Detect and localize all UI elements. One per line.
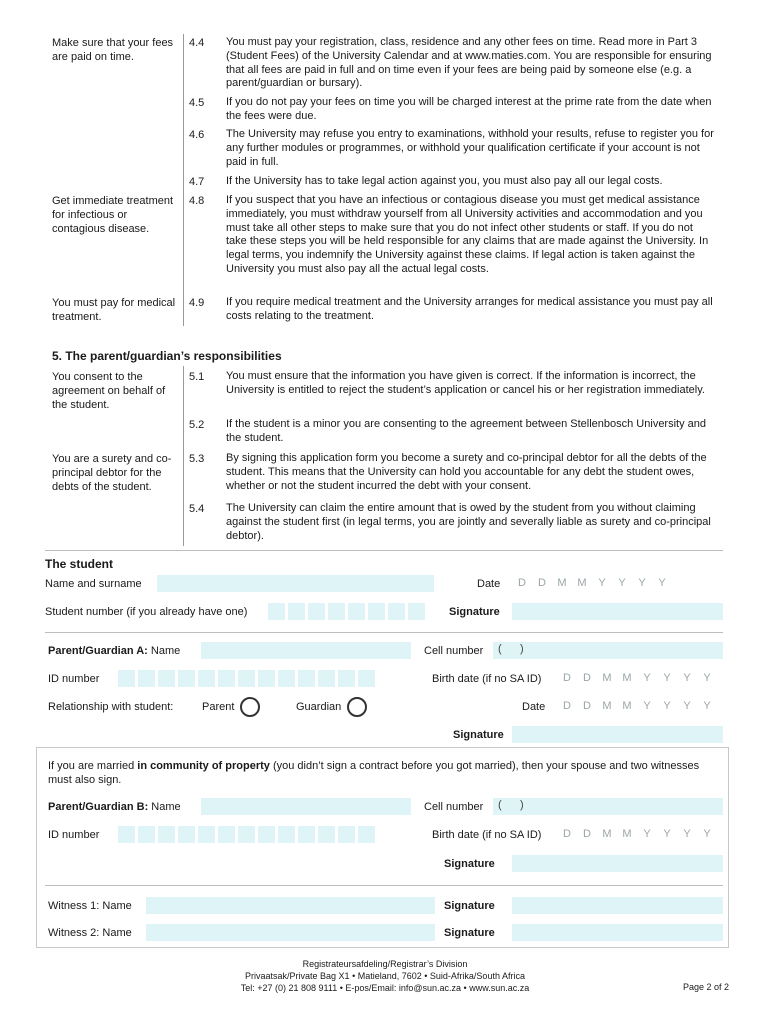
witness-2-signature-input[interactable] (512, 924, 723, 941)
digit-cell[interactable] (178, 670, 195, 687)
digit-cell[interactable] (408, 603, 425, 620)
digit-cell[interactable] (268, 603, 285, 620)
parent-b-birth-input[interactable] (557, 826, 717, 843)
date-placeholder-char: Y (643, 700, 651, 712)
birth-date-label: Birth date (if no SA ID) (432, 829, 542, 841)
date-placeholder-char: Y (683, 672, 691, 684)
date-placeholder-char: M (622, 700, 632, 712)
witness-1-label: Witness 1: Name (48, 900, 132, 912)
digit-cell[interactable] (298, 670, 315, 687)
parent-b-name-label: Parent/Guardian B: Name (48, 801, 181, 813)
parent-a-signature-input[interactable] (512, 726, 723, 743)
digit-cell[interactable] (278, 670, 295, 687)
parent-b-name-input[interactable] (201, 798, 411, 815)
date-placeholder-char: D (583, 700, 591, 712)
column-divider (183, 34, 184, 326)
parent-a-date-input[interactable] (557, 698, 717, 715)
digit-cell[interactable] (198, 670, 215, 687)
digit-cell[interactable] (118, 670, 135, 687)
date-placeholder-char: Y (618, 577, 626, 589)
date-placeholder-char: Y (663, 672, 671, 684)
digit-cell[interactable] (318, 826, 335, 843)
digit-cell[interactable] (158, 826, 175, 843)
digit-cell[interactable] (238, 670, 255, 687)
date-placeholder-char: M (602, 700, 612, 712)
clause-4-6: The University may refuse you entry to examinations, withhold your results, refuse to register you for any further modules or programmes, or withhold your qualification certificate if your account is not paid in full. (226, 128, 714, 168)
date-label: Date (477, 578, 501, 590)
clause-4-5: If you do not pay your fees on time you will be charged interest at the prime rate from the date when the fees were due. (226, 96, 712, 122)
clause-number: 5.1 (189, 371, 205, 383)
digit-cell[interactable] (118, 826, 135, 843)
parent-a-birth-input[interactable] (557, 670, 717, 687)
birth-date-label: Birth date (if no SA ID) (432, 673, 542, 685)
witness-2-label: Witness 2: Name (48, 927, 132, 939)
digit-cell[interactable] (178, 826, 195, 843)
date-placeholder-char: Y (643, 672, 651, 684)
id-number-label: ID number (48, 673, 100, 685)
digit-cell[interactable] (218, 826, 235, 843)
witness-1-signature-input[interactable] (512, 897, 723, 914)
digit-cell[interactable] (338, 826, 355, 843)
date-placeholder-char: Y (703, 828, 711, 840)
digit-cell[interactable] (238, 826, 255, 843)
digit-cell[interactable] (278, 826, 295, 843)
date-placeholder-char: Y (703, 700, 711, 712)
clause-4-8: If you suspect that you have an infectious or contagious disease you must get medical assistance immediately, you must withdraw yourself from all University activities and accommodation and you must take all other steps to make sure that you do not infect other students or staff. If you do not take these steps you will be held responsible for any claims that are made against the University. In legal terms, you indemnify the University against these claims. If legal action is taken against the University you must also pay all the actual legal costs. (226, 194, 709, 275)
digit-cell[interactable] (368, 603, 385, 620)
section-heading: 5. The parent/guardian’s responsibilities (52, 349, 282, 363)
date-placeholder-char: M (622, 672, 632, 684)
parent-b-id-input[interactable] (118, 826, 375, 843)
date-placeholder-char: Y (703, 672, 711, 684)
page-number: Page 2 of 2 (683, 982, 730, 992)
footer-division: Registrateursafdeling/Registrar’s Division (302, 959, 468, 969)
digit-cell[interactable] (338, 670, 355, 687)
digit-cell[interactable] (388, 603, 405, 620)
footer-address: Privaatsak/Private Bag X1 • Matieland, 7602 • Suid-Afrika/South Africa (245, 971, 525, 981)
witness-1-name-input[interactable] (146, 897, 435, 914)
date-placeholder-char: M (602, 828, 612, 840)
signature-label: Signature (449, 606, 500, 618)
clause-4-9: If you require medical treatment and the University arranges for medical assistance you must pay all costs relating to the treatment. (226, 296, 713, 322)
parent-b-signature-input[interactable] (512, 855, 723, 872)
digit-cell[interactable] (298, 826, 315, 843)
clause-number: 4.8 (189, 195, 205, 207)
digit-cell[interactable] (218, 670, 235, 687)
parent-a-cell-input[interactable]: ( ) (493, 642, 723, 659)
date-placeholder-char: D (563, 828, 571, 840)
clause-number: 5.4 (189, 503, 205, 515)
signature-label: Signature (444, 900, 495, 912)
divider (45, 885, 723, 886)
date-placeholder-char: D (563, 672, 571, 684)
digit-cell[interactable] (258, 826, 275, 843)
parent-b-cell-input[interactable]: ( ) (493, 798, 723, 815)
clause-number: 4.4 (189, 37, 205, 49)
parent-a-id-input[interactable] (118, 670, 375, 687)
student-date-input[interactable] (512, 575, 672, 592)
digit-cell[interactable] (258, 670, 275, 687)
digit-cell[interactable] (138, 826, 155, 843)
column-divider (183, 366, 184, 546)
maties-link[interactable]: www.maties.com (465, 49, 548, 62)
guardian-radio-circle[interactable] (347, 697, 367, 717)
digit-cell[interactable] (288, 603, 305, 620)
clause-5-3: By signing this application form you become a surety and co-principal debtor for all the debts of the student. This means that the University can hold you accountable for any debt the student owes, whether or not the student incurred the debt with your consent. (226, 452, 707, 492)
student-name-input[interactable] (157, 575, 434, 592)
date-placeholder-char: M (622, 828, 632, 840)
digit-cell[interactable] (358, 826, 375, 843)
digit-cell[interactable] (198, 826, 215, 843)
side-note: Make sure that your fees are paid on time. (52, 37, 174, 63)
digit-cell[interactable] (358, 670, 375, 687)
date-placeholder-char: Y (638, 577, 646, 589)
digit-cell[interactable] (348, 603, 365, 620)
cell-number-label: Cell number (424, 645, 484, 657)
name-label: Name and surname (45, 578, 142, 590)
date-placeholder-char: Y (683, 828, 691, 840)
side-note: Get immediate treatment for infectious or contagious disease. (52, 195, 174, 235)
clause-5-4: The University can claim the entire amount that is owed by the student from you without claiming against the student first (in legal terms, you are jointly and severally liable as surety and co-principal debtor). (226, 502, 711, 542)
digit-cell[interactable] (308, 603, 325, 620)
date-placeholder-char: M (602, 672, 612, 684)
digit-cell[interactable] (158, 670, 175, 687)
date-placeholder-char: Y (663, 828, 671, 840)
date-placeholder-char: Y (683, 700, 691, 712)
signature-label: Signature (444, 927, 495, 939)
divider (45, 632, 723, 633)
parent-radio-option[interactable]: Parent (202, 697, 260, 717)
student-number-label: Student number (if you already have one) (45, 606, 248, 618)
clause-5-2: If the student is a minor you are consenting to the agreement between Stellenbosch University and the student. (226, 418, 707, 444)
date-placeholder-char: M (557, 577, 567, 589)
digit-cell[interactable] (138, 670, 155, 687)
clause-number: 4.6 (189, 129, 205, 141)
clause-number: 4.5 (189, 97, 205, 109)
clause-number: 4.7 (189, 176, 205, 188)
date-placeholder-char: D (583, 828, 591, 840)
side-note: You must pay for medical treatment. (52, 297, 176, 323)
parent-a-name-input[interactable] (201, 642, 411, 659)
guardian-radio-option[interactable]: Guardian (296, 697, 367, 717)
divider (45, 550, 723, 551)
side-note: You are a surety and co-principal debtor for the debts of the student. (52, 453, 172, 493)
cell-number-label: Cell number (424, 801, 484, 813)
date-placeholder-char: Y (598, 577, 606, 589)
side-note: You consent to the agreement on behalf of the student. (52, 371, 166, 411)
date-placeholder-char: D (563, 700, 571, 712)
clause-number: 4.9 (189, 297, 205, 309)
student-signature-input[interactable] (512, 603, 723, 620)
student-number-input[interactable] (268, 603, 425, 620)
clause-4-4: You must pay your registration, class, residence and any other fees on time. Read more in Part 3 (Student Fees) of the University Calendar and at www.maties.com. You are responsible for ensuring that all fees are paid in full and on time even if your fees are being paid by someone else (e.g. a parent/guardian or bursary). (226, 36, 712, 90)
date-placeholder-char: Y (663, 700, 671, 712)
clause-5-1: You must ensure that the information you have given is correct. If the information is incorrect, the University is entitled to reject the student’s application or cancel his or her registration immediately. (226, 370, 705, 396)
clause-number: 5.3 (189, 453, 205, 465)
parent-a-name-label: Parent/Guardian A: Name (48, 645, 181, 657)
date-placeholder-char: Y (643, 828, 651, 840)
signature-label: Signature (444, 858, 495, 870)
date-placeholder-char: D (518, 577, 526, 589)
clause-4-7: If the University has to take legal action against you, you must also pay all our legal costs. (226, 175, 663, 187)
clause-number: 5.2 (189, 419, 205, 431)
date-placeholder-char: D (538, 577, 546, 589)
student-heading: The student (45, 557, 113, 571)
parent-radio-circle[interactable] (240, 697, 260, 717)
digit-cell[interactable] (318, 670, 335, 687)
digit-cell[interactable] (328, 603, 345, 620)
date-placeholder-char: D (583, 672, 591, 684)
date-placeholder-char: Y (658, 577, 666, 589)
date-label: Date (522, 701, 546, 713)
witness-2-name-input[interactable] (146, 924, 435, 941)
signature-label: Signature (453, 729, 504, 741)
relationship-label: Relationship with student: (48, 701, 174, 713)
footer-contact: Tel: +27 (0) 21 808 9111 • E-pos/Email: info@sun.ac.za • www.sun.ac.za (240, 983, 530, 993)
id-number-label: ID number (48, 829, 100, 841)
married-note: If you are married in community of property (you didn’t sign a contract before you got married), then your spouse and two witnesses must also sign. (48, 760, 700, 786)
date-placeholder-char: M (577, 577, 587, 589)
